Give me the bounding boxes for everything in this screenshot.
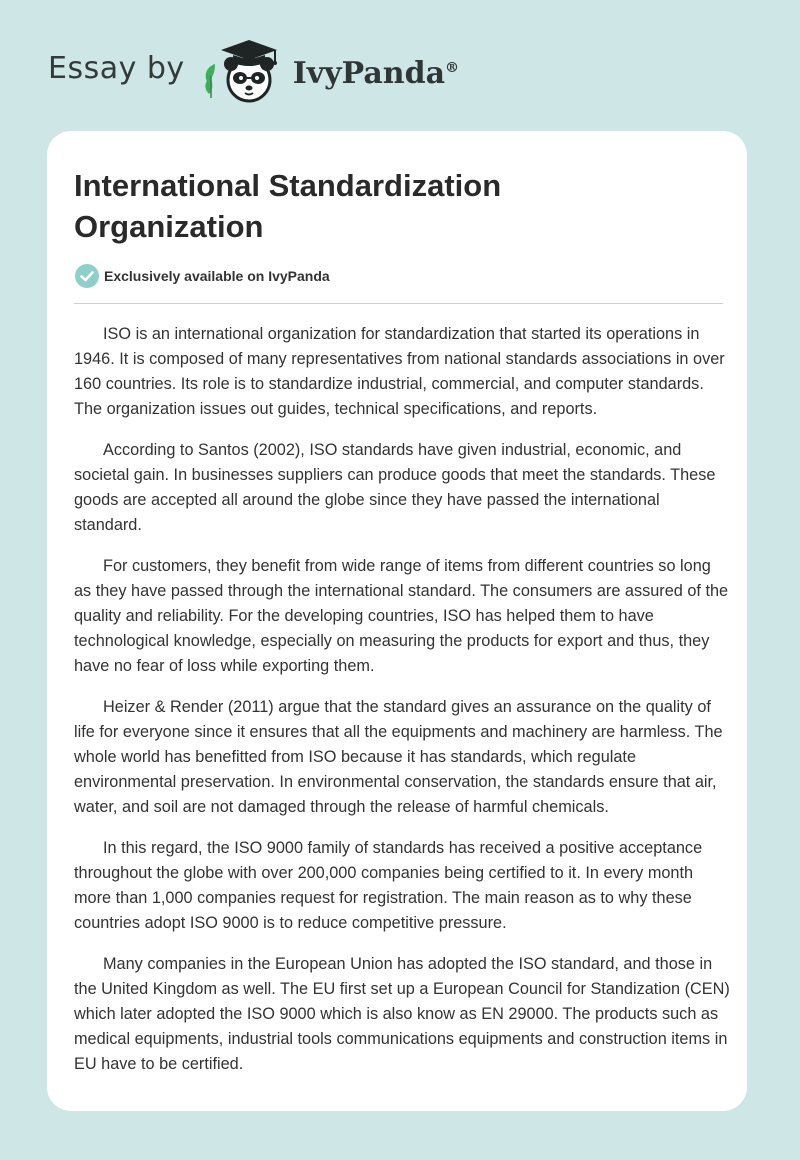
- registered-mark: ®: [445, 59, 460, 76]
- paragraph: ISO is an international organization for standardization that started its operations in 1946. It is composed of many representatives from national standards associations in over 160 countries. Its role is to standardize industrial, commercial, and computer standards. The organization issues out guides, technical specifications, and reports.: [74, 325, 725, 418]
- exclusive-label: Exclusively available on IvyPanda: [104, 268, 330, 284]
- essay-body: [74, 322, 730, 1093]
- paragraph: According to Santos (2002), ISO standards have given industrial, economic, and societal gain. In businesses suppliers can produce goods that meet the standards. These goods are accepted all around the globe since they have passed the international standard.: [74, 441, 716, 534]
- page-title: International Standardization Organization: [74, 168, 502, 244]
- paragraph: Heizer & Render (2011) argue that the standard gives an assurance on the quality of life for everyone since it ensures that all the equipments and machinery are harmless. The whole world has benefitted from ISO because it has standards, which regulate environmental preservation. In environmental conservation, the standards ensure that air, water, and soil are not damaged through the release of harmful chemicals.: [74, 698, 723, 816]
- ivypanda-logo-icon: [199, 36, 291, 108]
- brand-name-text: IvyPanda: [292, 55, 446, 91]
- divider: [74, 303, 723, 304]
- exclusive-badge: [74, 263, 330, 289]
- essay-by-label: Essay by: [48, 50, 185, 86]
- check-circle-icon: [74, 263, 100, 289]
- brand-name: [293, 56, 459, 91]
- paragraph: Many companies in the European Union has adopted the ISO standard, and those in the United Kingdom as well. The EU first set up a European Council for Standization (CEN) which later adopted the ISO 9000 which is also know as EN 29000. The products such as medical equipments, industrial tools communications equipments and construction items in EU have to be certified.: [74, 955, 730, 1073]
- brand-header[interactable]: [48, 36, 459, 108]
- paragraph: For customers, they benefit from wide range of items from different countries so long as they have passed through the international standard. The consumers are assured of the quality and reliability. For the developing countries, ISO has helped them to have technological knowledge, especially on measuring the products for export and thus, they have no fear of loss while exporting them.: [74, 557, 729, 675]
- paragraph: In this regard, the ISO 9000 family of standards has received a positive acceptance throughout the globe with over 200,000 companies being certified to it. In every month more than 1,000 companies request for registration. The main reason as to why these countries adopt ISO 9000 is to reduce competitive pressure.: [74, 839, 703, 932]
- essay-card: [47, 131, 747, 1111]
